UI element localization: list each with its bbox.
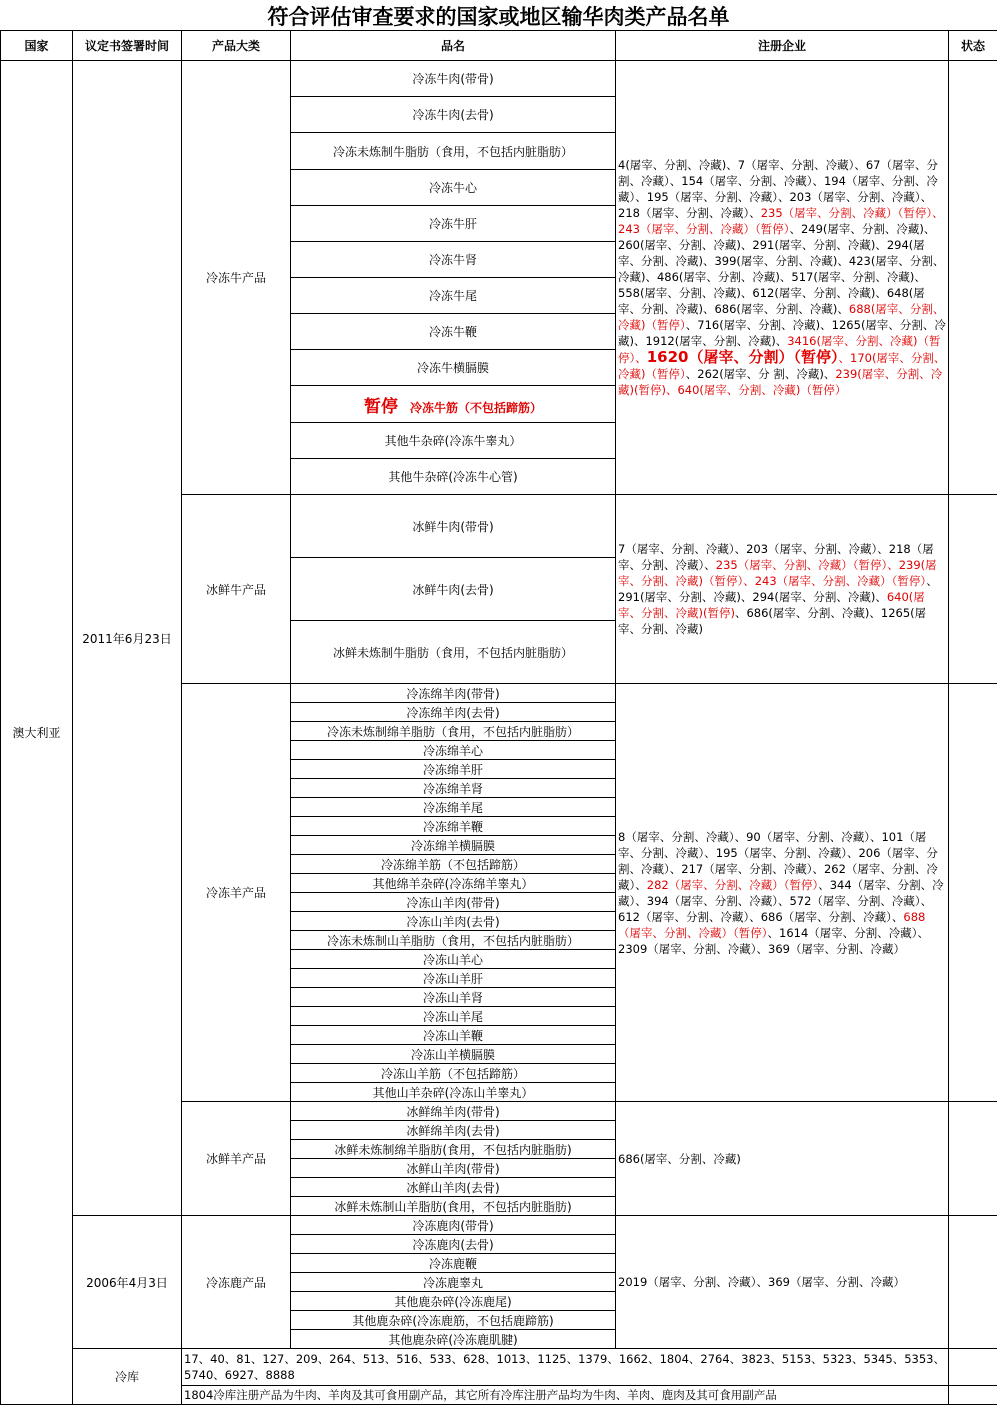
product-cell: 冷冻鹿鞭 <box>291 1254 616 1273</box>
product-cell: 冷冻牛鞭 <box>291 314 616 350</box>
header-country: 国家 <box>1 31 73 61</box>
enterprise-cell <box>616 1102 949 1216</box>
product-cell: 冷冻牛横膈膜 <box>291 350 616 386</box>
enterprise-text: 7（屠宰、分割、冷藏）、203（屠宰、分割、冷藏）、218（屠宰、分割、冷藏）、 <box>618 542 934 572</box>
enterprise-text: 、686(屠宰、分割、冷藏)、1265(屠宰、分割、冷藏) <box>618 606 927 636</box>
product-cell: 冷冻鹿肉(带骨) <box>291 1216 616 1235</box>
product-cell: 冷冻绵羊尾 <box>291 798 616 817</box>
enterprise-text: 8（屠宰、分割、冷藏）、90（屠宰、分割、冷藏）、101（屠宰、分割、冷藏）、195（屠宰、分割、冷藏）、206（屠宰、分割、冷藏）、217（屠宰、分割、冷藏）、262（屠宰、分割、冷藏）、 <box>618 829 938 892</box>
cold-storage-list: 17、40、81、127、209、264、513、516、533、628、1013、1125、1379、1662、1804、2764、3823、5153、5323、5345、5353、5740、6927、8888 <box>182 1349 949 1386</box>
product-cell: 冷冻鹿肉(去骨) <box>291 1235 616 1254</box>
enterprise-text: 688（屠宰、分割、冷藏）（暂停） <box>618 909 926 940</box>
enterprise-cell <box>616 684 949 1102</box>
category-cell: 冷冻鹿产品 <box>182 1216 291 1349</box>
product-cell: 冷冻牛肉(带骨) <box>291 61 616 97</box>
product-cell: 冷冻未炼制山羊脂肪（食用，不包括内脏脂肪） <box>291 931 616 950</box>
enterprise-text: 239(屠宰、分割、冷藏)(暂停)、640(屠宰、分割、冷藏)（暂停） <box>618 367 943 397</box>
product-cell: 冷冻绵羊肉(带骨) <box>291 684 616 703</box>
header-enterprise: 注册企业 <box>616 31 949 61</box>
status-cell <box>949 61 997 495</box>
product-name: 冷冻牛筋（不包括蹄筋） <box>409 400 542 415</box>
status-cell <box>949 1386 997 1405</box>
category-cell: 冰鲜牛产品 <box>182 495 291 684</box>
date-cell: 2006年4月3日 <box>73 1216 182 1349</box>
product-cell: 冷冻牛心 <box>291 170 616 206</box>
enterprise-cell <box>616 495 949 684</box>
category-cell: 冷冻牛产品 <box>182 61 291 495</box>
product-cell: 冰鲜绵羊肉(去骨) <box>291 1121 616 1140</box>
enterprise-text: 4(屠宰、分割、冷藏)、7（屠宰、分割、冷藏）、67（屠宰、分割、冷藏）、154（屠宰、分割、冷藏）、194（屠宰、分割、冷藏）、195（屠宰、分割、冷藏）、203（屠宰、分割、冷藏）、218（屠宰、分割、冷藏）、 <box>618 158 938 220</box>
status-cell <box>949 495 997 684</box>
product-cell: 冷冻鹿睾丸 <box>291 1273 616 1292</box>
product-cell: 其他鹿杂碎(冷冻鹿尾) <box>291 1292 616 1311</box>
product-cell: 冷冻山羊横膈膜 <box>291 1045 616 1064</box>
product-cell: 冷冻绵羊鞭 <box>291 817 616 836</box>
product-cell: 冰鲜山羊肉(去骨) <box>291 1178 616 1197</box>
product-cell: 冰鲜未炼制山羊脂肪(食用，不包括内脏脂肪) <box>291 1197 616 1216</box>
enterprise-text: 、291(屠宰、分割、冷藏)、294(屠宰、分割、冷藏)、 <box>618 574 938 604</box>
product-cell: 冷冻绵羊肾 <box>291 779 616 798</box>
product-cell: 冷冻绵羊横膈膜 <box>291 836 616 855</box>
enterprise-text: 235（屠宰、分割、冷藏）（暂停）、239(屠宰、分割、冷藏)（暂停）、243（屠宰、分割、冷藏）（暂停） <box>618 558 937 588</box>
product-cell: 其他牛杂碎(冷冻牛心管) <box>291 459 616 495</box>
product-cell: 冰鲜未炼制绵羊脂肪(食用，不包括内脏脂肪) <box>291 1140 616 1159</box>
product-cell: 冷冻山羊鞭 <box>291 1026 616 1045</box>
enterprise-text: 、1614（屠宰、分割、冷藏）、2309（屠宰、分割、冷藏）、369（屠宰、分割、冷藏） <box>618 925 930 956</box>
enterprise-text: 688(屠宰、分割、冷藏)（暂停） <box>618 302 945 332</box>
country-cell: 澳大利亚 <box>1 61 73 1405</box>
enterprise-cell <box>616 1216 949 1349</box>
product-cell: 冷冻山羊肉(去骨) <box>291 912 616 931</box>
product-cell: 冷冻山羊肾 <box>291 988 616 1007</box>
cold-storage-note: 1804冷库注册产品为牛肉、羊肉及其可食用副产品，其它所有冷库注册产品均为牛肉、羊肉、鹿肉及其可食用副产品 <box>182 1386 949 1405</box>
product-cell: 其他鹿杂碎(冷冻鹿筋，不包括鹿蹄筋) <box>291 1311 616 1330</box>
enterprise-text: 、170(屠宰、分割、冷藏)（暂停） <box>618 351 946 381</box>
status-cell <box>949 1102 997 1216</box>
product-cell: 冰鲜未炼制牛脂肪（食用，不包括内脏脂肪） <box>291 621 616 684</box>
product-cell: 冷冻绵羊心 <box>291 741 616 760</box>
product-cell: 冷冻山羊尾 <box>291 1007 616 1026</box>
enterprise-text: 640(屠宰、分割、冷藏)(暂停) <box>618 590 925 620</box>
product-cell: 冷冻绵羊筋（不包括蹄筋） <box>291 855 616 874</box>
paused-tag: 暂停 <box>363 396 398 417</box>
enterprise-text: 282（屠宰、分割、冷藏）（暂停） <box>646 877 819 892</box>
product-cell: 冷冻牛尾 <box>291 278 616 314</box>
product-cell: 冷冻牛肾 <box>291 242 616 278</box>
product-cell: 冷冻未炼制牛脂肪（食用，不包括内脏脂肪） <box>291 133 616 170</box>
enterprise-text: 1620（屠宰、分割）（暂停） <box>646 348 839 366</box>
date-cell: 2011年6月23日 <box>73 61 182 1216</box>
product-cell: 冷冻山羊肝 <box>291 969 616 988</box>
enterprise-text: 、249(屠宰、分割、冷藏)、260(屠宰、分割、冷藏)、291(屠宰、分割、冷藏)、294(屠宰、分割、冷藏)、399(屠宰、分割、冷藏)、423(屠宰、分割、冷藏)、486(屠宰、分割、冷藏)、517(屠宰、分割、冷藏)、558(屠宰、分割、冷藏)、612(屠宰、分割、冷藏)、648(屠宰、分割、冷藏)、686(屠宰、分割、冷藏)、 <box>618 222 945 316</box>
product-cell <box>291 386 616 423</box>
cold-storage-label: 冷库 <box>73 1349 182 1405</box>
product-cell: 冷冻山羊筋（不包括蹄筋） <box>291 1064 616 1083</box>
product-cell: 其他牛杂碎(冷冻牛睾丸） <box>291 423 616 459</box>
header-category: 产品大类 <box>182 31 291 61</box>
header-product: 品名 <box>291 31 616 61</box>
header-status: 状态 <box>949 31 997 61</box>
enterprise-text: 、262(屠宰、分 割、冷藏)、 <box>685 367 836 381</box>
enterprise-text: 686(屠宰、分割、冷藏) <box>618 1151 741 1166</box>
product-cell: 冷冻绵羊肝 <box>291 760 616 779</box>
product-cell: 其他绵羊杂碎(冷冻绵羊睾丸） <box>291 874 616 893</box>
product-cell: 冷冻山羊肉(带骨) <box>291 893 616 912</box>
header-date: 议定书签署时间 <box>73 31 182 61</box>
product-table <box>0 30 997 1405</box>
category-cell: 冰鲜羊产品 <box>182 1102 291 1216</box>
product-cell: 冰鲜山羊肉(带骨) <box>291 1159 616 1178</box>
enterprise-text: 2019（屠宰、分割、冷藏）、369（屠宰、分割、冷藏） <box>618 1275 905 1289</box>
page-title: 符合评估审查要求的国家或地区输华肉类产品名单 <box>267 4 730 29</box>
product-cell: 冷冻牛肝 <box>291 206 616 242</box>
status-cell <box>949 1349 997 1386</box>
enterprise-text: 、716(屠宰、分割、冷藏)、1265(屠宰、分割、冷藏)、1912(屠宰、分割、冷藏)、 <box>618 318 946 348</box>
product-cell: 冷冻山羊心 <box>291 950 616 969</box>
product-cell: 冷冻未炼制绵羊脂肪（食用，不包括内脏脂肪） <box>291 722 616 741</box>
status-cell <box>949 1216 997 1349</box>
product-cell: 冰鲜绵羊肉(带骨) <box>291 1102 616 1121</box>
product-cell: 冰鲜牛肉(去骨) <box>291 558 616 621</box>
category-cell: 冷冻羊产品 <box>182 684 291 1102</box>
product-cell: 其他山羊杂碎(冷冻山羊睾丸） <box>291 1083 616 1102</box>
product-cell: 冷冻牛肉(去骨) <box>291 97 616 133</box>
status-cell <box>949 684 997 1102</box>
enterprise-text: 、344（屠宰、分割、冷藏）、394（屠宰、分割、冷藏）、572（屠宰、分割、冷藏）、612（屠宰、分割、冷藏）、686（屠宰、分割、冷藏）、 <box>618 877 944 924</box>
enterprise-cell <box>616 61 949 495</box>
enterprise-text: 235（屠宰、分割、冷藏）（暂停）、243（屠宰、分割、冷藏）（暂停） <box>618 206 944 236</box>
product-cell: 其他鹿杂碎(冷冻鹿肌腱) <box>291 1330 616 1349</box>
enterprise-text: 3416(屠宰、分割、冷藏)（暂停）、 <box>618 334 941 365</box>
product-cell: 冷冻绵羊肉(去骨) <box>291 703 616 722</box>
product-cell: 冰鲜牛肉(带骨) <box>291 495 616 558</box>
